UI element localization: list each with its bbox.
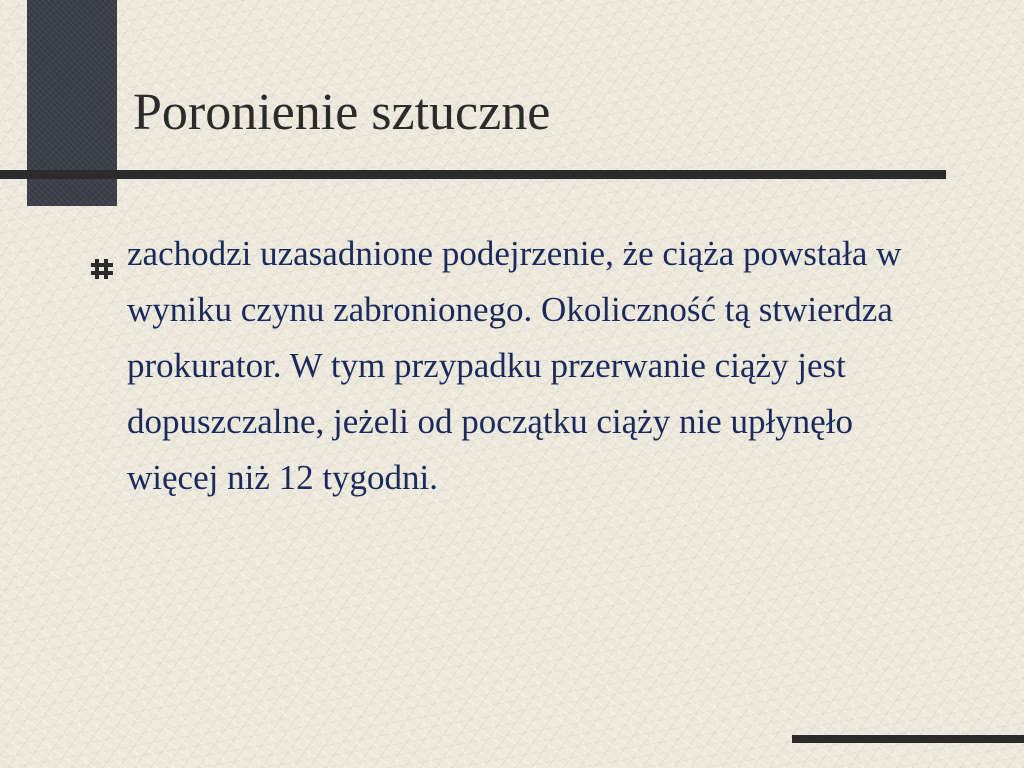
slide-title: Poronienie sztuczne — [133, 84, 551, 141]
bullet-text: zachodzi uzasadnione podejrzenie, że ciąża powstała w wyniku czynu zabronionego. Okoliczność tą stwierdza prokurator. W tym przypadku przerwanie ciąży jest dopuszczalne, jeżeli od początku ciąży nie upłynęło więcej niż 12 tygodni. — [127, 234, 902, 497]
title-divider — [0, 170, 946, 179]
bullet-item — [90, 226, 950, 506]
bottom-divider — [792, 735, 1024, 743]
hash-bullet-icon — [90, 242, 114, 266]
bullet-list — [90, 226, 950, 506]
